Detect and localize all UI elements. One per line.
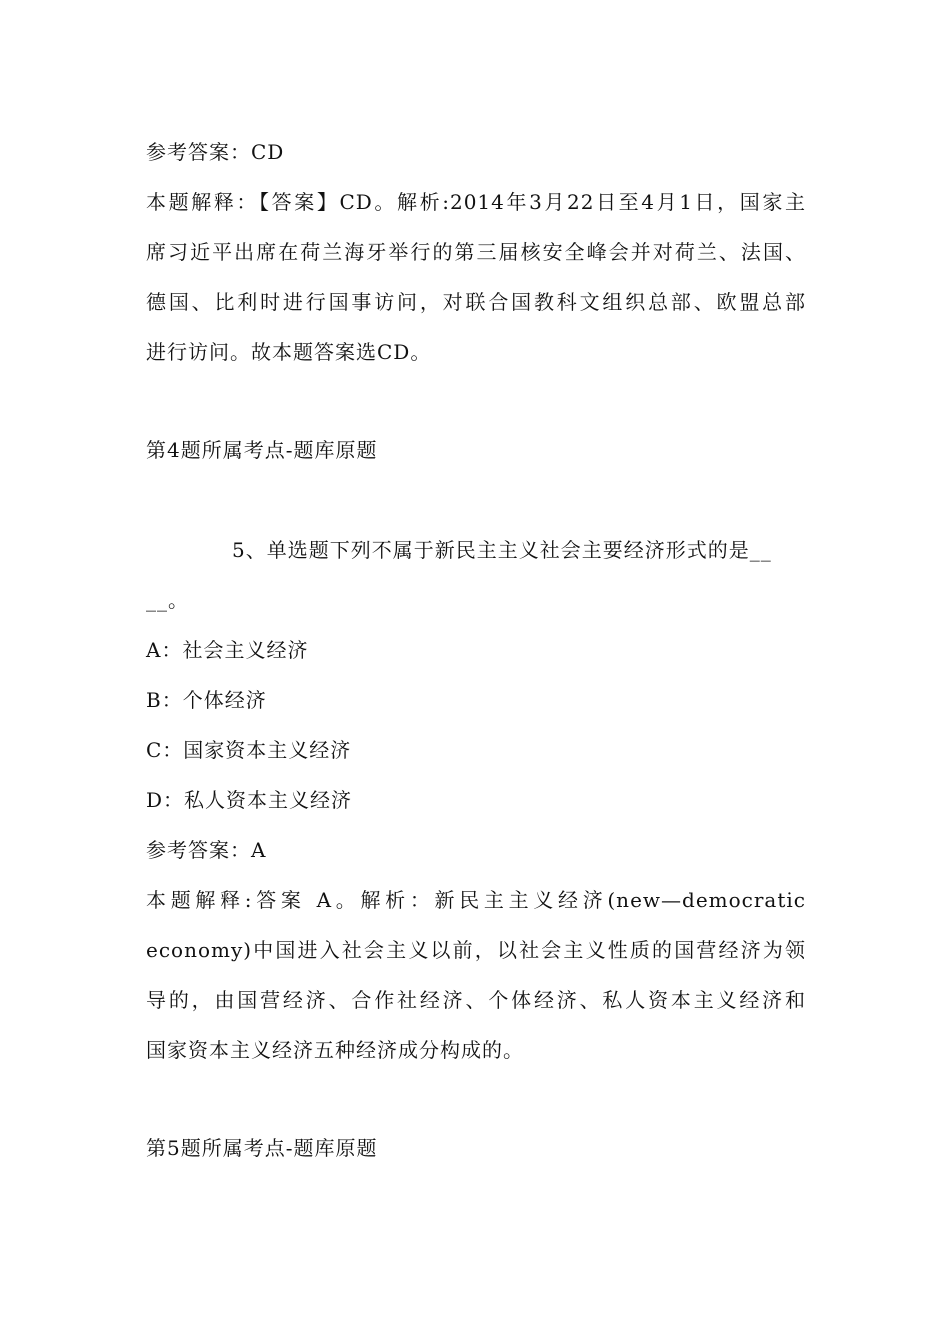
option-c: C：国家资本主义经济 [146,738,352,762]
q5-explanation-line-2: economy)中国进入社会主义以前，以社会主义性质的国营经济为领 [146,938,806,962]
question-stem-line-2: __。 [146,588,189,612]
option-a: A：社会主义经济 [146,638,309,662]
prev-explanation-line-4: 进行访问。故本题答案选CD。 [146,340,432,364]
option-b: B：个体经济 [146,688,267,712]
question-stem-line-1: 5、单选题下列不属于新民主主义社会主要经济形式的是__ [232,538,772,562]
q5-answer: 参考答案：A [146,838,267,862]
q5-explanation-line-4: 国家资本主义经济五种经济成分构成的。 [146,1038,524,1062]
prev-explanation-line-3: 德国、比利时进行国事访问，对联合国教科文组织总部、欧盟总部 [146,290,806,314]
q5-explanation-line-3: 导的，由国营经济、合作社经济、个体经济、私人资本主义经济和 [146,988,806,1012]
prev-explanation-line-2: 席习近平出席在荷兰海牙举行的第三届核安全峰会并对荷兰、法国、 [146,240,806,264]
q5-explanation-line-1: 本题解释:答案 A。解析：新民主主义经济(new—democratic [146,888,806,912]
prev-answer: 参考答案：CD [146,140,285,164]
q5-topic: 第5题所属考点-题库原题 [146,1136,378,1160]
prev-topic: 第4题所属考点-题库原题 [146,438,378,462]
prev-explanation-line-1: 本题解释：【答案】CD。解析:2014年3月22日至4月1日，国家主 [146,190,806,214]
option-d: D：私人资本主义经济 [146,788,353,812]
